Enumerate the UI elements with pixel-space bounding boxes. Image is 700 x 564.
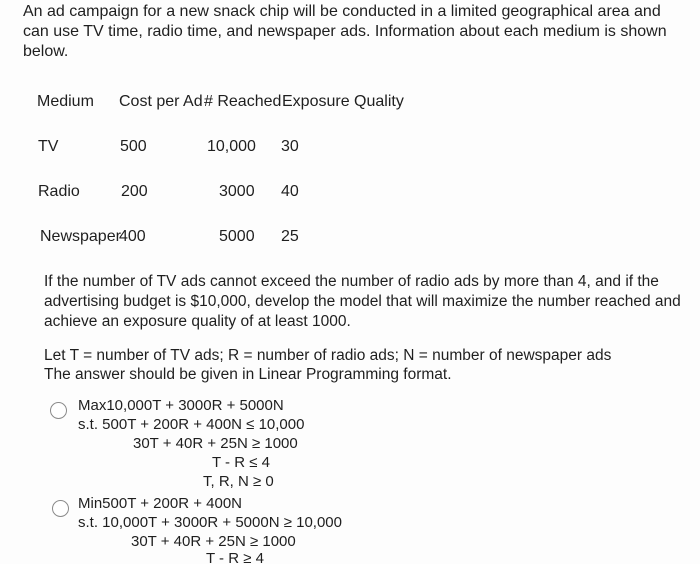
question-text: If the number of TV ads cannot exceed the number of radio ads by more than 4, and if the advertising budget is $10,000, develop the model that will maximize the number reached and achieve an exposure quality of at least 1000. bbox=[44, 273, 681, 330]
constraint-line: T - R ≥ 4 bbox=[206, 550, 264, 564]
cell-medium: TV bbox=[38, 138, 59, 155]
cell-quality: 30 bbox=[281, 138, 299, 155]
cell-reached: 3000 bbox=[219, 183, 255, 200]
cell-reached: 10,000 bbox=[207, 138, 256, 155]
objective-line: Min500T + 200R + 400N bbox=[78, 495, 242, 512]
answer-instruction: The answer should be given in Linear Programming format. bbox=[44, 366, 452, 383]
cell-medium: Newspaper bbox=[40, 228, 121, 245]
cell-reached: 5000 bbox=[219, 228, 255, 245]
header-cost-per-ad: Cost per Ad bbox=[119, 93, 203, 110]
objective-line: Max10,000T + 3000R + 5000N bbox=[78, 397, 284, 414]
constraint-line: T, R, N ≥ 0 bbox=[203, 473, 274, 490]
cell-quality: 40 bbox=[281, 183, 299, 200]
problem-intro: An ad campaign for a new snack chip will be conducted in a limited geographical area and can use TV time, radio time, and newspaper ads. Information about each medium is shown below. bbox=[23, 3, 667, 60]
radio-button[interactable] bbox=[50, 402, 67, 419]
cell-cost: 500 bbox=[120, 138, 147, 155]
constraint-line: s.t. 10,000T + 3000R + 5000N ≥ 10,000 bbox=[78, 514, 342, 531]
header-exposure-quality: Exposure Quality bbox=[282, 93, 404, 110]
cell-cost: 400 bbox=[119, 228, 146, 245]
cell-cost: 200 bbox=[121, 183, 148, 200]
constraint-line: T - R ≤ 4 bbox=[212, 454, 270, 471]
cell-medium: Radio bbox=[38, 183, 80, 200]
constraint-line: 30T + 40R + 25N ≥ 1000 bbox=[131, 533, 296, 550]
cell-quality: 25 bbox=[281, 228, 299, 245]
radio-button[interactable] bbox=[52, 500, 69, 517]
header-reached: # Reached bbox=[204, 93, 282, 110]
header-medium: Medium bbox=[37, 93, 94, 110]
variable-definitions: Let T = number of TV ads; R = number of radio ads; N = number of newspaper ads bbox=[44, 347, 612, 364]
constraint-line: s.t. 500T + 200R + 400N ≤ 10,000 bbox=[78, 416, 305, 433]
constraint-line: 30T + 40R + 25N ≥ 1000 bbox=[133, 435, 298, 452]
